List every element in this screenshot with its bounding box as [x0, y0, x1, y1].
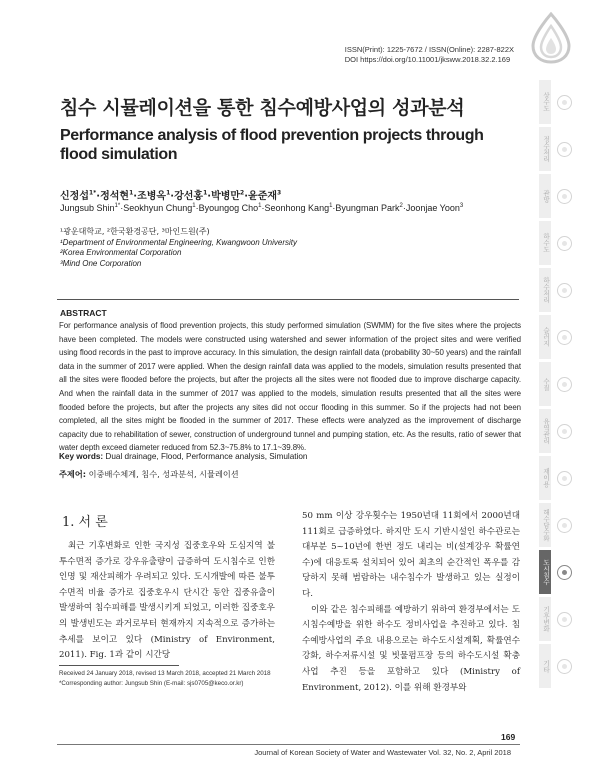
author-affiliation-mark: 3	[277, 189, 282, 197]
tab-circle-icon	[557, 424, 572, 439]
author-affiliation-mark: 1	[203, 189, 208, 197]
body-right-column	[302, 509, 520, 696]
side-tab[interactable]	[539, 174, 595, 218]
tab-circle-icon	[557, 189, 572, 204]
author-affiliation-mark: 1	[192, 203, 196, 209]
side-tab-label: 하수처리	[542, 277, 550, 303]
footnote	[59, 669, 271, 689]
keywords-value: Dual drainage, Flood, Performance analysis, Simulation	[105, 452, 308, 461]
side-tab-label: 도시침수	[542, 559, 550, 585]
authors-korean: 신정섭$^{1*}$·정석현$^1$·조병옥$^1$·강선홍$^1$·박병만$^2$·윤준재$^3$	[60, 189, 282, 202]
author-name: 박병만	[211, 191, 241, 202]
side-tab[interactable]	[539, 268, 595, 312]
author-name: Byoungog Cho	[198, 203, 259, 213]
author-name: Seonhong Kang	[264, 203, 330, 213]
side-tab[interactable]	[539, 315, 595, 359]
tab-circle-icon	[557, 518, 572, 533]
side-tab[interactable]	[539, 550, 595, 594]
abstract-heading: ABSTRACT	[60, 308, 107, 318]
author-affiliation-mark: 1	[329, 203, 333, 209]
tab-circle-icon	[557, 142, 572, 157]
author-affiliation-mark: 3	[459, 203, 464, 209]
author-affiliation-mark: 1	[129, 189, 134, 197]
affiliation-3: ³Mind One Corporation	[60, 258, 142, 268]
affiliations-korean: ¹광운대학교, ²한국환경공단, ³마인드원(주)	[60, 227, 210, 236]
footnote-rule	[59, 665, 179, 666]
keywords-label: Key words:	[59, 452, 104, 461]
corresponding-author: *Corresponding author: Jungsub Shin (E-mail: sjs0705@keco.or.kr)	[59, 680, 244, 687]
side-tab-label: 재이용	[542, 468, 550, 488]
side-tab[interactable]	[539, 362, 595, 406]
section-heading-introduction: 1. 서 론	[62, 515, 108, 530]
side-tab-label: 슬러지	[542, 327, 550, 347]
side-tab[interactable]	[539, 221, 595, 265]
author-affiliation-mark: 2	[399, 203, 403, 209]
author-name: Seokhyun Chung	[123, 203, 193, 213]
abstract-body: For performance analysis of flood prevention projects, this study performed simulation (SWMM) for the five sites where the projects have been completed. The models were constructed using watershed and sewer information of the project sites and were verified using flood records in the past to improve accuracy. In this simulation, the design rainfall data (probability 30~50 years) and the rainfall data in the summer of 2017 were applied. When the design rainfall data was applied to the models, simulation results presented that all the sites were flooded before the projects, but after the projects all the sites were not flooded due to improve discharge capacity. And when the rainfall data in the summer of 2017 was applied to the models, simulation results presented that all the sites were flooded before the projects, but after the projects any sites did not occur flooding in this summer. So if the projects had not been completed, all the sites might be flooded in the summer of 2017. These effects were analyzed as the improvement of discharge capacity due to rehabilitation of sewer, construction of underground tunnel and pumping station, etc. As the results, ratio of sewer that water depth exceed diameter reduced from 52.3~75.8% to 17.1~39.8%.	[59, 321, 521, 453]
keywords-english	[59, 452, 307, 461]
tab-circle-icon	[557, 330, 572, 345]
side-tab-label: 해수담수화	[542, 508, 550, 542]
tab-circle-icon	[557, 612, 572, 627]
author-name: 신정섭	[60, 191, 89, 202]
issn-line: ISSN(Print): 1225-7672 / ISSN(Online): 2287-822X	[344, 45, 514, 54]
keywords-ko-value: 이중배수체계, 침수, 성과분석, 시뮬레이션	[88, 469, 239, 479]
journal-citation: Journal of Korean Society of Water and Wastewater Vol. 32, No. 2, April 2018	[254, 748, 511, 757]
author-name: Joonjae Yoon	[405, 203, 460, 213]
side-tab-label: 상수도	[542, 92, 550, 112]
keywords-korean	[59, 469, 239, 480]
tab-circle-icon	[557, 659, 572, 674]
tab-circle-icon	[557, 95, 572, 110]
tab-circle-icon	[557, 377, 572, 392]
author-affiliation-mark: 1*	[88, 189, 97, 197]
side-tab-label: 수질	[542, 377, 550, 391]
side-tab-label: 유역관리	[542, 418, 550, 444]
doi-link[interactable]: DOI https://doi.org/10.11001/jksww.2018.32.2.169	[344, 54, 511, 64]
water-drop-logo-icon	[521, 10, 581, 64]
side-tab[interactable]	[539, 503, 595, 547]
issn-doi-block	[345, 45, 514, 64]
keywords-ko-label: 주제어:	[59, 469, 87, 479]
tab-circle-icon	[557, 283, 572, 298]
side-tab[interactable]	[539, 80, 595, 124]
affiliation-1: ¹Department of Environmental Engineering, Kwangwoon University	[60, 237, 298, 247]
author-name: Jungsub Shin	[60, 203, 115, 213]
side-tab[interactable]	[539, 597, 595, 641]
side-tab-label: 기후변화	[542, 606, 550, 632]
tab-circle-icon	[557, 565, 572, 580]
author-name: 강선홍	[174, 191, 204, 202]
authors-english: Jungsub Shin$^{1*}$·Seokhyun Chung$^1$·Byoungog Cho$^1$·Seonhong Kang$^1$·Byungman Park$^2$·Joonjae Yoon$^3$	[60, 203, 464, 213]
body-left-column: 최근 기후변화로 인한 국지성 집중호우와 도심지역 불투수면적 증가로 강우유출량이 급증하여 도시침수로 인한 인명 및 재산피해가 우려되고 있다. 도시개발에 따른 불투수면적 비율 증가로 집중호우시 단시간 동안 집중유출이 발생하여 침수피해를 발생시키게 되었고, 이러한 집중호우의 발생빈도는 과거로부터 현재까지 지속적으로 증가하는 추세를 보이고 있다 (Ministry of Environment, 2011). Fig. 1과 같이 시간당	[59, 541, 275, 661]
affiliation-2: ²Korea Environmental Corporation	[60, 248, 182, 257]
side-tab[interactable]	[539, 409, 595, 453]
author-name: 조병옥	[137, 191, 167, 202]
side-tab-label: 기타	[542, 659, 550, 673]
affiliations	[60, 227, 297, 269]
side-tab[interactable]	[539, 127, 595, 171]
side-tab-label: 관망	[542, 189, 550, 203]
page-number: 169	[501, 732, 516, 742]
side-tab-label: 하수도	[542, 233, 550, 253]
side-tab-label: 정수처리	[542, 136, 550, 162]
author-affiliation-mark: 1	[258, 203, 262, 209]
author-affiliation-mark: 1	[166, 189, 171, 197]
author-name: 윤준재	[248, 191, 278, 202]
tab-circle-icon	[557, 471, 572, 486]
footer-rule	[57, 744, 520, 745]
body-paragraph: 50 mm 이상 강우횟수는 1950년대 11회에서 2000년대 111회로 급증하였다. 하지만 도시 기반시설인 하수관로는 대부분 5~10년에 한번 정도 내리는 비(설계강우 확률연수)에 대응토록 설치되어 있어 최초의 순간적인 폭우를 감당하지 못해 범람하는 내수침수가 발생하고 있는 실정이다.	[302, 511, 520, 599]
author-affiliation-mark: 1*	[114, 203, 121, 209]
author-name: Byungman Park	[335, 203, 400, 213]
abstract-rule	[57, 299, 519, 300]
side-tab[interactable]	[539, 644, 595, 688]
side-tab[interactable]	[539, 456, 595, 500]
title-english: Performance analysis of flood prevention projects through flood simulation	[60, 127, 484, 163]
tab-circle-icon	[557, 236, 572, 251]
author-name: 정석현	[100, 191, 130, 202]
body-paragraph: 이와 같은 침수피해를 예방하기 위하여 환경부에서는 도시침수예방을 위한 하수도 정비사업을 추진하고 있다. 침수예방사업의 주요 내용으로는 하수도시설계획, 확률연수 강화, 하수저류시설 및 빗물펌프장 등의 하수도시설 확충사업 추진 등을 포함하고 있다 (Ministry of Environment, 2012). 이를 위해 환경부와	[302, 604, 520, 693]
received-dates: Received 24 January 2018, revised 13 March 2018, accepted 21 March 2018	[59, 670, 271, 677]
author-affiliation-mark: 2	[240, 189, 245, 197]
title-korean: 침수 시뮬레이션을 통한 침수예방사업의 성과분석	[60, 97, 465, 119]
